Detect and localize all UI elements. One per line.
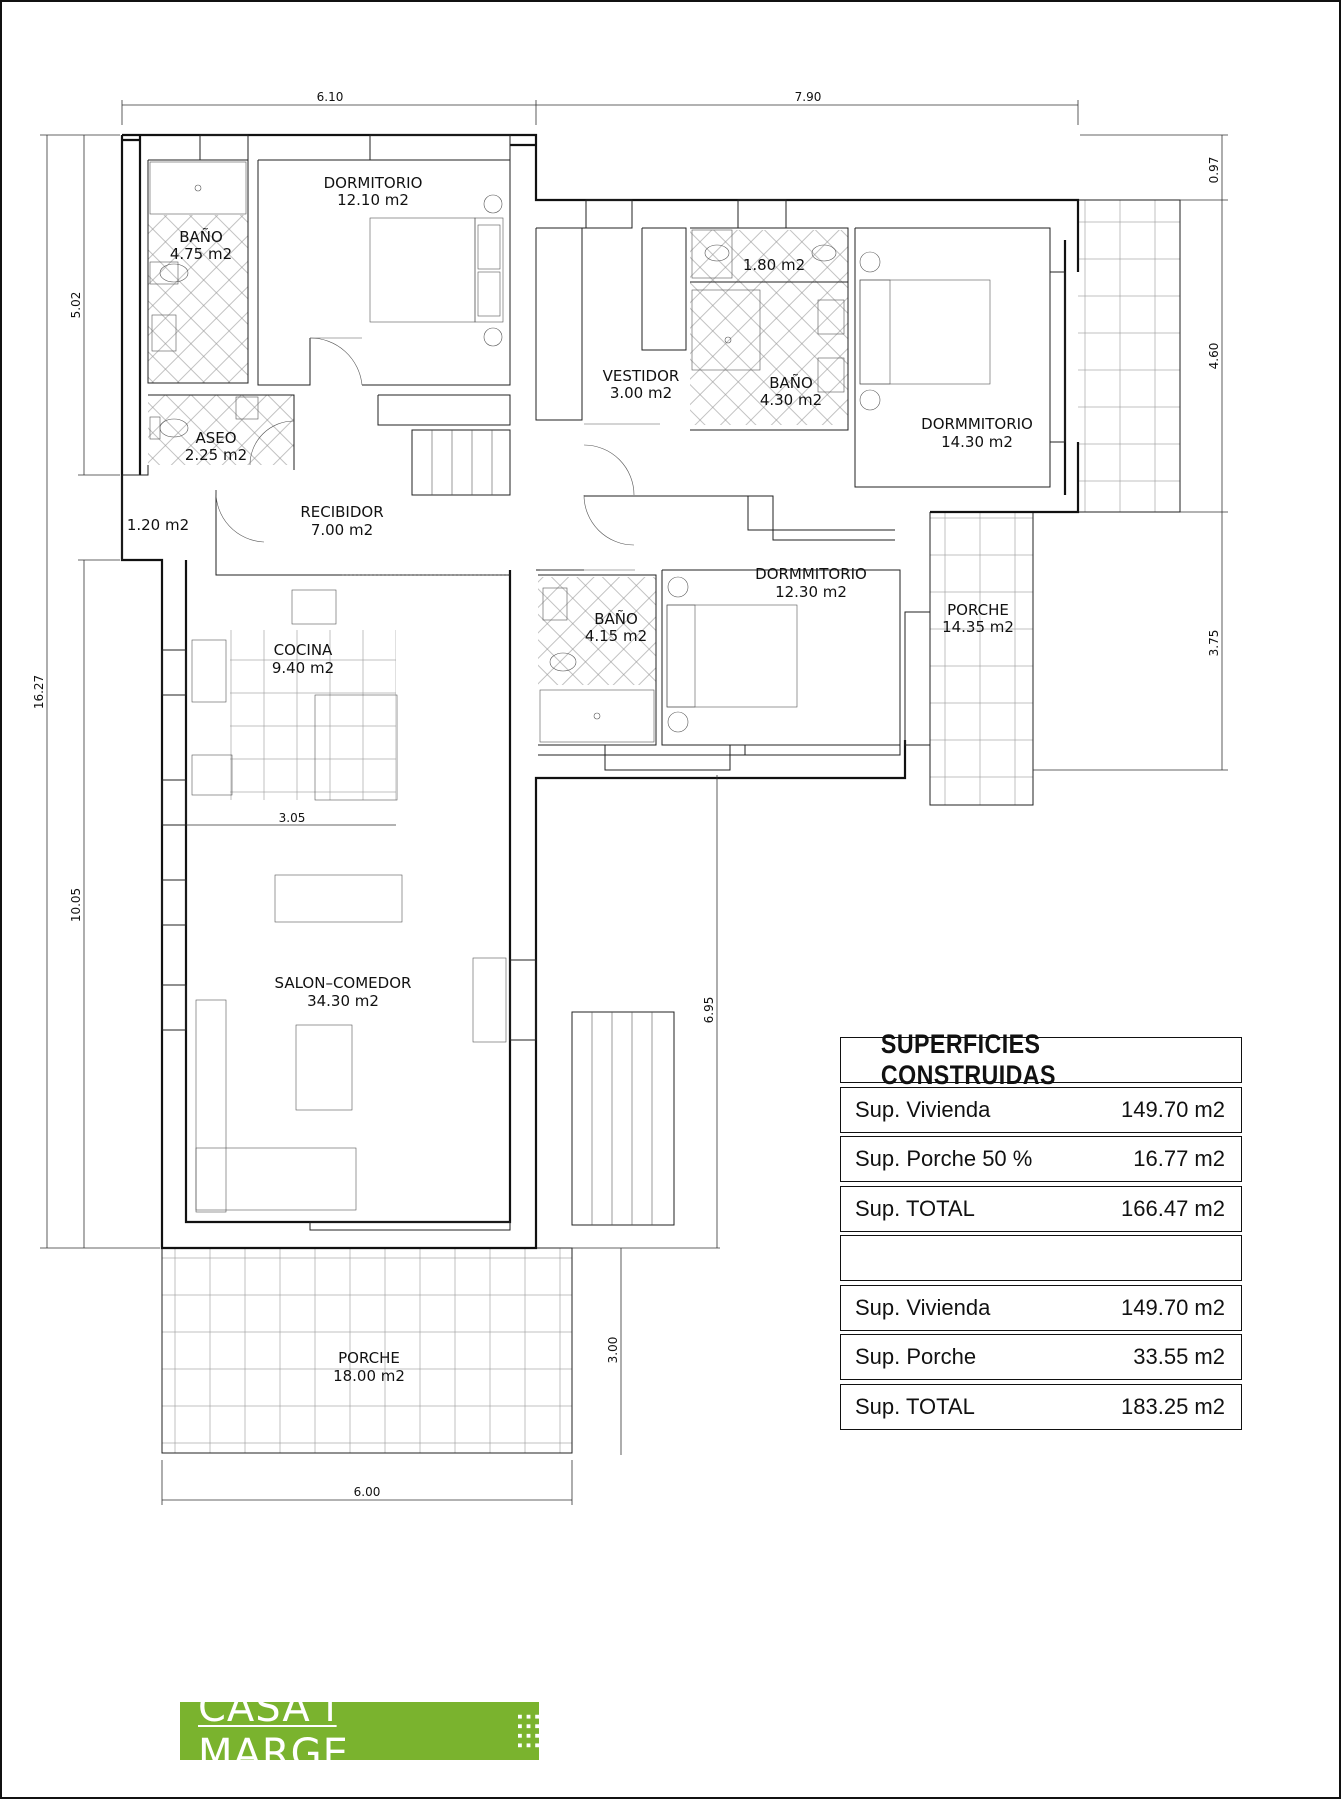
dim-left-upper: 5.02 bbox=[69, 291, 83, 319]
room-recibidor-area: 7.00 m2 bbox=[310, 521, 374, 539]
room-wc-small-area: 1.80 m2 bbox=[742, 256, 806, 274]
room-salon-area: 34.30 m2 bbox=[307, 992, 379, 1010]
sup-row-total-b: Sup. TOTAL 183.25 m2 bbox=[840, 1384, 1242, 1430]
room-vestidor-area: 3.00 m2 bbox=[609, 384, 673, 402]
sup-row-vivienda-a: Sup. Vivienda 149.70 m2 bbox=[840, 1087, 1242, 1133]
superficies-title: SUPERFICIES CONSTRUIDAS bbox=[840, 1037, 1242, 1083]
room-dormitorio-1-area: 12.10 m2 bbox=[337, 191, 409, 209]
room-cocina-area: 9.40 m2 bbox=[271, 659, 335, 677]
room-cocina-name: COCINA bbox=[273, 641, 333, 659]
beds bbox=[370, 195, 990, 732]
room-porche-1-name: PORCHE bbox=[947, 601, 1009, 619]
room-vestidor-name: VESTIDOR bbox=[602, 367, 680, 385]
dim-top-left: 6.10 bbox=[316, 90, 344, 104]
dim-kitchen-width: 3.05 bbox=[278, 811, 306, 825]
room-bano-2-name: BAÑO bbox=[769, 374, 813, 392]
sup-row-porche: Sup. Porche 33.55 m2 bbox=[840, 1334, 1242, 1380]
porch-1-tiles-b bbox=[930, 512, 1033, 805]
room-dormitorio-3-name: DORMMITORIO bbox=[755, 565, 867, 583]
room-dormitorio-3-area: 12.30 m2 bbox=[775, 583, 847, 601]
porch-1-tiles-a bbox=[1078, 200, 1180, 512]
room-porche-2-name: PORCHE bbox=[338, 1349, 400, 1367]
logo-dots-icon bbox=[518, 1714, 539, 1748]
room-porche-2-area: 18.00 m2 bbox=[333, 1367, 405, 1385]
room-porche-1-area: 14.35 m2 bbox=[942, 618, 1014, 636]
dim-left-total: 16.27 bbox=[32, 674, 46, 710]
room-salon-name: SALON–COMEDOR bbox=[274, 974, 412, 992]
dim-porch-width: 6.00 bbox=[353, 1485, 381, 1499]
dim-right-1: 0.97 bbox=[1207, 156, 1221, 184]
room-bano-3-name: BAÑO bbox=[594, 610, 638, 628]
room-dormitorio-1-name: DORMITORIO bbox=[323, 174, 423, 192]
dim-right-2: 4.60 bbox=[1207, 342, 1221, 370]
room-entry-area: 1.20 m2 bbox=[126, 516, 190, 534]
sup-row-vivienda-b: Sup. Vivienda 149.70 m2 bbox=[840, 1285, 1242, 1331]
sup-row-empty bbox=[840, 1235, 1242, 1281]
room-recibidor-name: RECIBIDOR bbox=[300, 503, 384, 521]
room-dormitorio-2-area: 14.30 m2 bbox=[941, 433, 1013, 451]
dim-right-3: 3.75 bbox=[1207, 629, 1221, 657]
sup-row-porche-50: Sup. Porche 50 % 16.77 m2 bbox=[840, 1136, 1242, 1182]
stairs-interior bbox=[412, 430, 510, 495]
room-bano-1-name: BAÑO bbox=[179, 228, 223, 246]
room-aseo-area: 2.25 m2 bbox=[184, 446, 248, 464]
stairs-exterior bbox=[572, 1012, 674, 1225]
room-aseo-name: ASEO bbox=[195, 429, 237, 447]
room-bano-3-area: 4.15 m2 bbox=[584, 627, 648, 645]
room-dormitorio-2-name: DORMMITORIO bbox=[921, 415, 1033, 433]
dim-left-lower: 10.05 bbox=[69, 887, 83, 923]
room-bano-1-area: 4.75 m2 bbox=[169, 245, 233, 263]
dim-porch-height: 3.00 bbox=[606, 1336, 620, 1364]
superficies-table bbox=[840, 1029, 1242, 1433]
dim-top-right: 7.90 bbox=[794, 90, 822, 104]
sup-row-total-a: Sup. TOTAL 166.47 m2 bbox=[840, 1186, 1242, 1232]
room-bano-2-area: 4.30 m2 bbox=[759, 391, 823, 409]
dim-middle-vertical: 6.95 bbox=[702, 996, 716, 1024]
logo-text: CASA i MARGE bbox=[198, 1685, 349, 1777]
casa-i-marge-logo bbox=[180, 1685, 539, 1777]
